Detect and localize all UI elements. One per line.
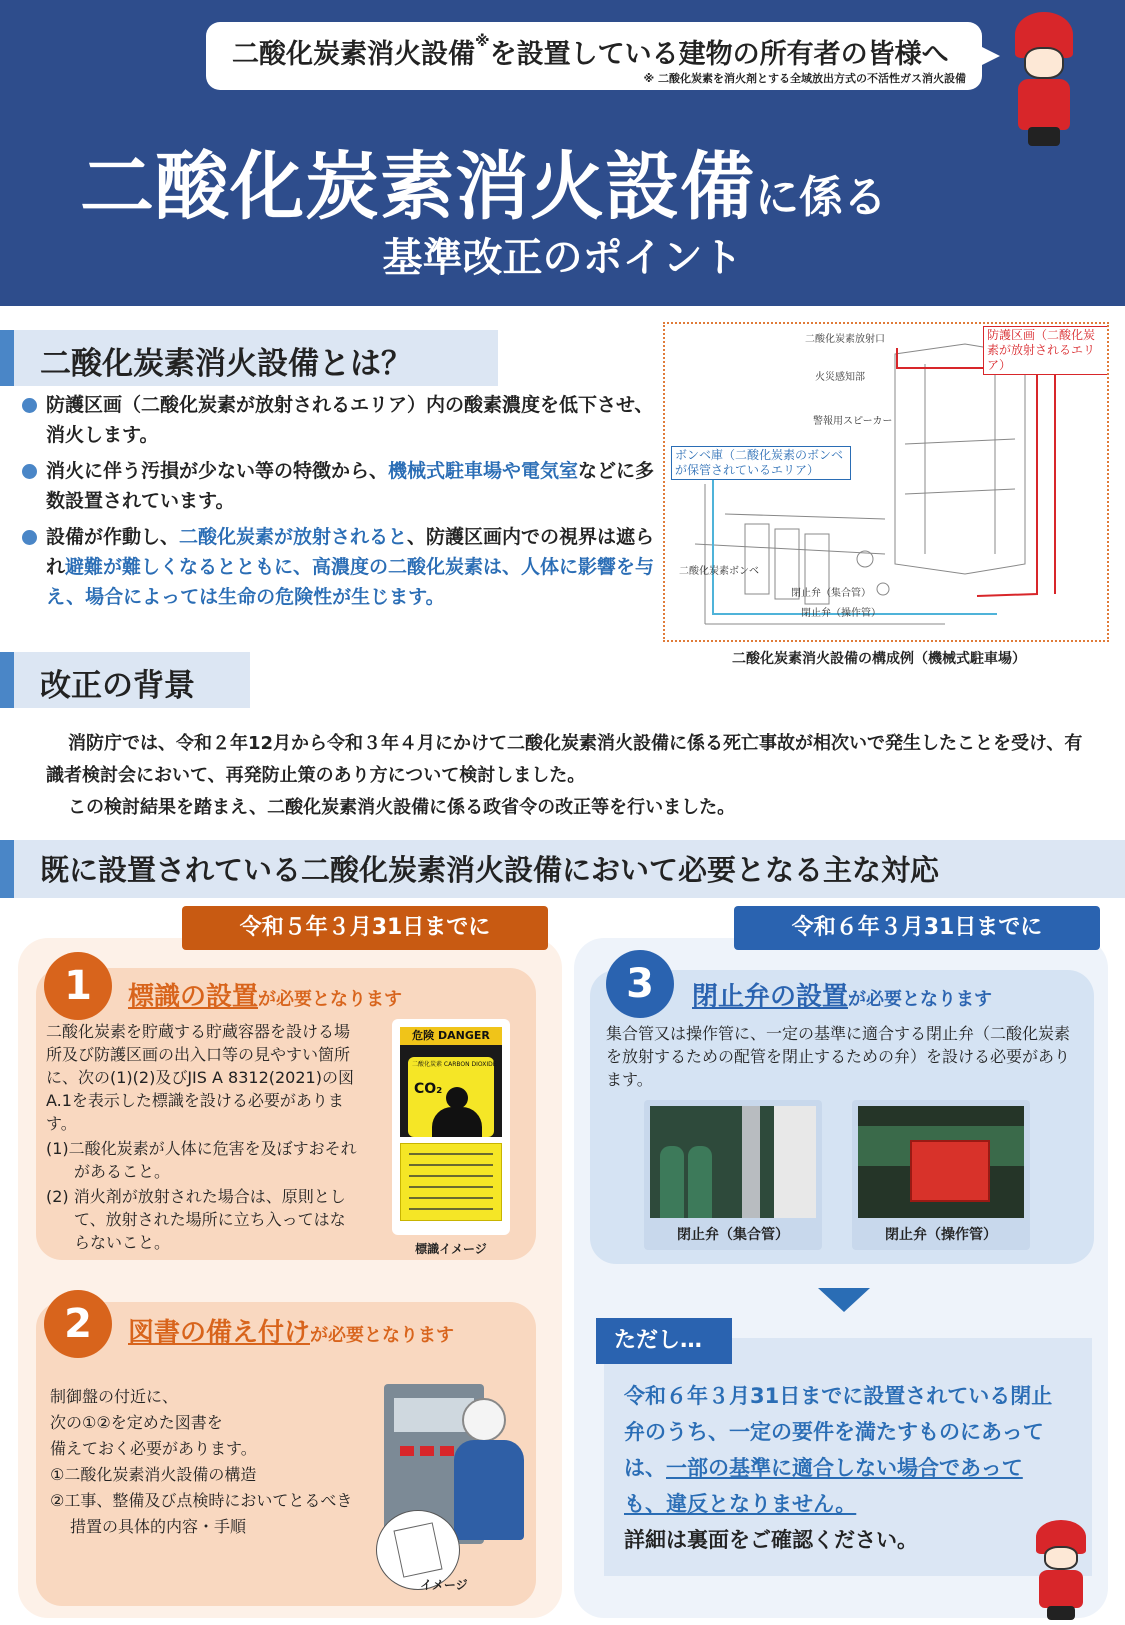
card-title: 標識の設置が必要となります xyxy=(128,982,403,1012)
audience-footnote: ※ 二酸化炭素を消火剤とする全域放出方式の不活性ガス消火設備 xyxy=(643,72,966,85)
arrow-down-icon xyxy=(818,1288,870,1312)
card-title: 図書の備え付けが必要となります xyxy=(128,1318,455,1348)
sign-caption: 標識イメージ xyxy=(415,1242,487,1256)
danger-sign-image xyxy=(392,1019,510,1235)
feature-list xyxy=(22,390,662,618)
danger-sign-header: 危険 DANGER xyxy=(400,1027,502,1045)
protection-zone-label: 防護区画（二酸化炭素が放射されるエリア） xyxy=(983,326,1109,375)
card-title: 閉止弁の設置が必要となります xyxy=(692,982,993,1012)
helmet-icon xyxy=(462,1398,506,1442)
card-body: 制御盤の付近に、 次の①②を定めた図書を 備えておく必要があります。 ①二酸化炭素消火設備の構造 ②工事、整備及び点検時においてとるべき措置の具体的内容・手順 xyxy=(50,1387,353,1536)
cylinder-room-label: ボンベ庫（二酸化炭素のボンベが保管されているエリア） xyxy=(671,446,851,480)
section-heading-background: 改正の背景 xyxy=(0,652,250,708)
background-paragraph: 消防庁では、令和２年12月から令和３年４月にかけて二酸化炭素消火設備に係る死亡事故が相次いで発生したことを受け、有識者検討会において、再発防止策のあり方について検討しました。 xyxy=(46,733,1083,786)
step-number: 3 xyxy=(606,950,674,1018)
step-number: 1 xyxy=(44,952,112,1020)
card-body: 集合管又は操作管に、一定の基準に適合する閉止弁（二酸化炭素を放射するための配管を閉止するための弁）を設ける必要があります。 xyxy=(606,1024,1071,1089)
background-paragraph: この検討結果を踏まえ、二酸化炭素消火設備に係る政省令の改正等を行いました。 xyxy=(68,797,736,818)
section-heading-what: 二酸化炭素消火設備とは？ xyxy=(0,330,498,386)
header-banner xyxy=(0,0,1125,306)
co2-hazard-icon: 二酸化炭素 CARBON DIOXIDE CO₂ xyxy=(408,1057,494,1137)
step-number: 2 xyxy=(44,1290,112,1358)
photo-operation-valve: 閉止弁（操作管） xyxy=(852,1100,1030,1250)
diagram-label: 閉止弁（操作管） xyxy=(801,608,881,619)
worker-control-panel-image xyxy=(362,1370,540,1600)
illustration-caption: イメージ xyxy=(420,1578,468,1592)
audience-callout xyxy=(206,22,982,90)
list-item: 防護区画（二酸化炭素が放射されるエリア）内の酸素濃度を低下させ、消火します。 xyxy=(22,390,662,450)
deadline-left-badge: 令和５年３月31日までに xyxy=(182,906,548,950)
diagram-label: 警報用スピーカー xyxy=(813,416,893,427)
diagram-label: 火災感知部 xyxy=(815,372,865,383)
diagram-label: 二酸化炭素放射口 xyxy=(805,334,885,345)
exception-note-text: 令和６年３月31日までに設置されている閉止弁のうち、一定の要件を満たすものにあっては、一部の基準に適合しない場合であっても、違反となりません。 詳細は裏面をご確認ください。 xyxy=(624,1384,1053,1552)
audience-text: 二酸化炭素消火設備※を設置している建物の所有者の皆様へ xyxy=(232,32,949,70)
system-diagram xyxy=(663,322,1109,642)
background-text xyxy=(46,728,1086,824)
page-title: 二酸化炭素消火設備に係る xyxy=(80,144,887,230)
diagram-caption: 二酸化炭素消火設備の構成例（機械式駐車場） xyxy=(732,651,1026,667)
deadline-right-badge: 令和６年３月31日までに xyxy=(734,906,1100,950)
photo-manifold-valve: 閉止弁（集合管） xyxy=(644,1100,822,1250)
card-body: 二酸化炭素を貯蔵する貯蔵容器を設ける場所及び防護区画の出入口等の見やすい箇所に、次の(1)(2)及びJIS A 8312(2021)の図A.1を表示した標識を設ける必要があります。 (1)二酸化炭素が人体に危害を及ぼすおそれがあること。 (2) 消火剤が放射された場合は、原則として、放射された場所に立ち入ってはならないこと。 xyxy=(46,1022,357,1252)
diagram-label: 二酸化炭素ボンベ xyxy=(679,566,759,577)
exception-note-tag: ただし… xyxy=(596,1318,732,1364)
section-heading-actions: 既に設置されている二酸化炭素消火設備において必要となる主な対応 xyxy=(0,840,1125,898)
list-item: 設備が作動し、二酸化炭素が放射されると、防護区画内での視界は遮られ避難が難しくなるとともに、高濃度の二酸化炭素は、人体に影響を与え、場合によっては生命の危険性が生じます。 xyxy=(22,522,662,612)
firefighter-mascot-icon xyxy=(1008,12,1080,146)
page-subtitle: 基準改正のポイント xyxy=(382,235,743,281)
list-item: 消火に伴う汚損が少ない等の特徴から、機械式駐車場や電気室などに多数設置されています。 xyxy=(22,456,662,516)
diagram-label: 閉止弁（集合管） xyxy=(791,588,871,599)
sign-notice-panel xyxy=(400,1143,502,1221)
firefighter-mascot-icon xyxy=(1030,1520,1092,1620)
